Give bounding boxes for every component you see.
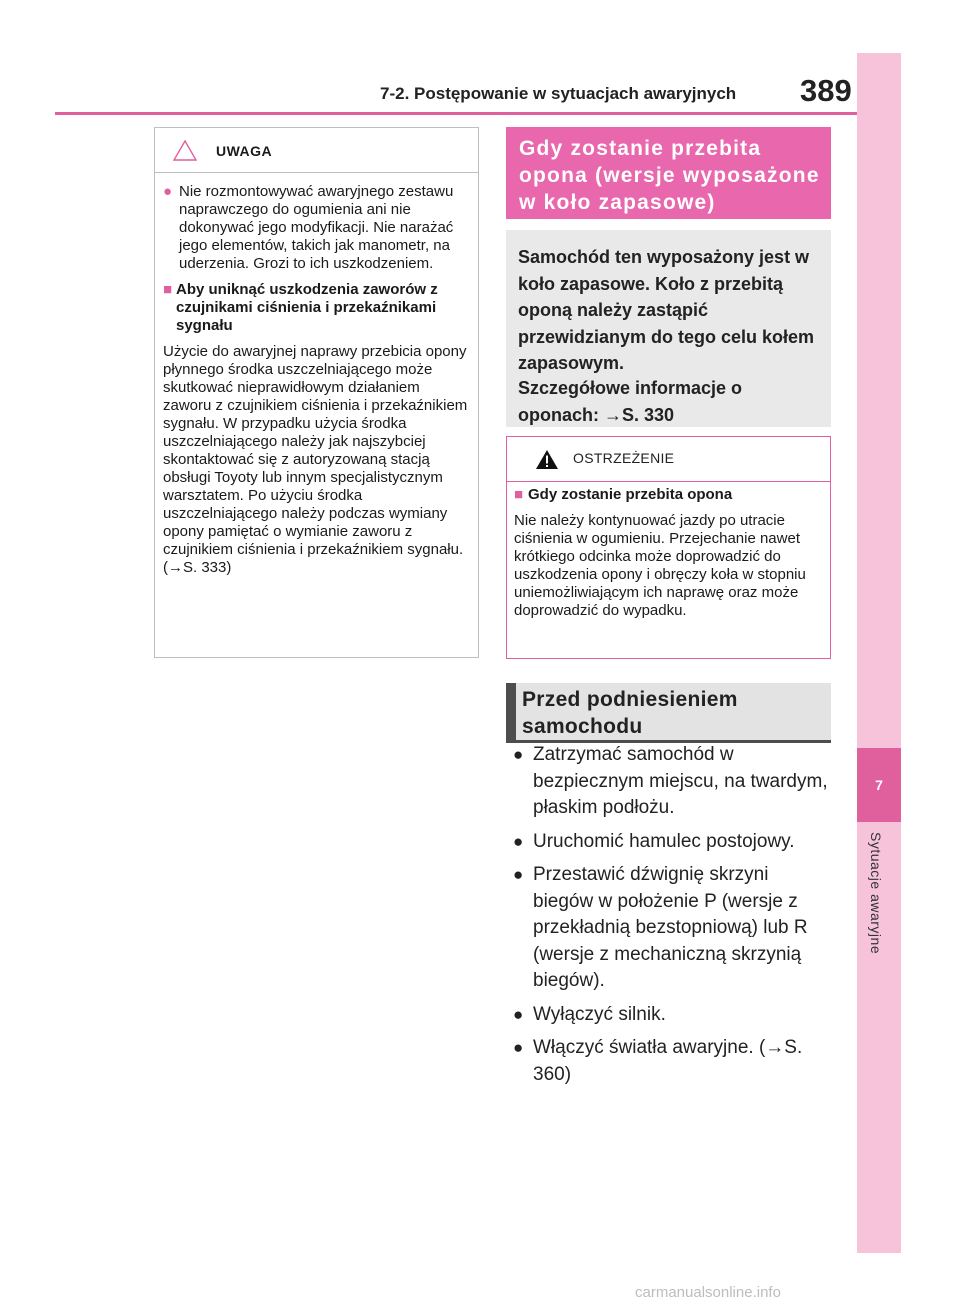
warning-box xyxy=(506,436,831,659)
chapter-title: 7-2. Postępowanie w sytuacjach awaryjnych xyxy=(380,84,737,103)
caution-subheading xyxy=(163,281,471,335)
intro-box xyxy=(506,230,831,427)
step-text: Uruchomić hamulec postojowy. xyxy=(533,830,795,852)
chapter-number-tab: 7 xyxy=(857,748,901,822)
bullet-dot-icon: ● xyxy=(513,865,524,884)
warning-label: OSTRZEŻENIE xyxy=(573,450,675,466)
caution-subheading-text: Aby uniknąć uszkodzenia zaworów z czujnikami ciśnienia i przekaźnikami sygnału xyxy=(176,281,438,334)
warning-triangle-icon xyxy=(535,449,559,470)
intro-reference: Szczegółowe informacje o oponach: →S. 330 xyxy=(518,378,743,425)
section-title: Gdy zostanie przebita opona (wersje wyposażone w koło zapasowe) xyxy=(519,137,820,214)
warning-paragraph: Nie należy kontynuować jazdy po utracie ciśnienia w ogumieniu. Przejechanie nawet krótkiego odcinka może doprowadzić do uszkodzenia opony i obręczy koła w stopniu uniemożliwiającym ich naprawę oraz może doprowadzić do wypadku. xyxy=(514,512,806,619)
chapter-side-tab xyxy=(857,53,901,1253)
section-heading-spare-wheel xyxy=(506,127,831,219)
bullet-dot-icon: ● xyxy=(513,745,524,764)
caution-body xyxy=(155,173,478,577)
list-item xyxy=(513,862,833,995)
intro-text: Samochód ten wyposażony jest w koło zapasowe. Koło z przebitą oponą należy zastąpić przewidzianym do tego celu kołem zapasowym. xyxy=(518,247,815,373)
square-bullet-icon: ■ xyxy=(163,281,173,298)
section-title: Przed podniesieniem samochodu xyxy=(522,688,738,738)
step-text: Przestawić dźwignię skrzyni biegów w położenie P (wersje z przekładnią bezstopniową) lub R (wersje z mechaniczną skrzynią biegów). xyxy=(533,864,808,991)
header-rule xyxy=(55,112,860,115)
warning-subheading-text: Gdy zostanie przebita opona xyxy=(528,486,733,503)
page-number: 389 xyxy=(800,73,852,108)
caution-header xyxy=(155,128,478,173)
caution-bullet-text: Nie rozmontowywać awaryjnego zestawu naprawczego do ogumienia ani nie dokonywać jego modyfikacji. Nie narażać jego elementów, takich jak manometr, na uderzenia. Grozi to ich uszkodzeniem. xyxy=(179,183,454,272)
watermark: carmanualsonline.info xyxy=(635,1284,781,1301)
caution-triangle-icon xyxy=(173,140,197,161)
list-item xyxy=(513,1035,833,1088)
warning-subheading xyxy=(514,486,824,504)
caution-paragraph: Użycie do awaryjnej naprawy przebicia opony płynnego środka uszczelniającego może skutkować nieprawidłowym działaniem zaworu z czujnikiem ciśnienia i przekaźnikiem sygnału. W przypadku użycia środka uszczelniającego należy jak najszybciej skontaktować się z autoryzowaną stacją obsługi Toyoty lub innym specjalistycznym warsztatem. Po użyciu środka uszczelniającego należy podczas wymiany opony pamiętać o wymianie zaworu z czujnikiem ciśnienia i przekaźnikiem sygnału. (→S. 333) xyxy=(163,343,468,576)
bullet-dot-icon: ● xyxy=(163,183,173,200)
chapter-side-label: Sytuacje awaryjne xyxy=(868,832,884,955)
bullet-dot-icon: ● xyxy=(513,1038,524,1057)
list-item xyxy=(513,829,833,856)
caution-label: UWAGA xyxy=(216,143,273,159)
list-item xyxy=(513,1002,833,1029)
step-text: Włączyć światła awaryjne. (→S. 360) xyxy=(533,1037,803,1085)
step-text: Zatrzymać samochód w bezpiecznym miejscu, na twardym, płaskim podłożu. xyxy=(533,744,828,818)
step-text: Wyłączyć silnik. xyxy=(533,1003,666,1025)
section-bar xyxy=(506,683,516,740)
list-item xyxy=(513,742,833,822)
steps-list xyxy=(513,742,833,1095)
warning-header xyxy=(507,437,830,482)
warning-body xyxy=(507,482,830,620)
section-heading-before-lifting xyxy=(506,683,831,740)
bullet-dot-icon: ● xyxy=(513,831,524,851)
caution-box xyxy=(154,127,479,658)
caution-bullet xyxy=(163,183,471,273)
bullet-dot-icon: ● xyxy=(513,1004,524,1024)
square-bullet-icon: ■ xyxy=(514,486,524,503)
